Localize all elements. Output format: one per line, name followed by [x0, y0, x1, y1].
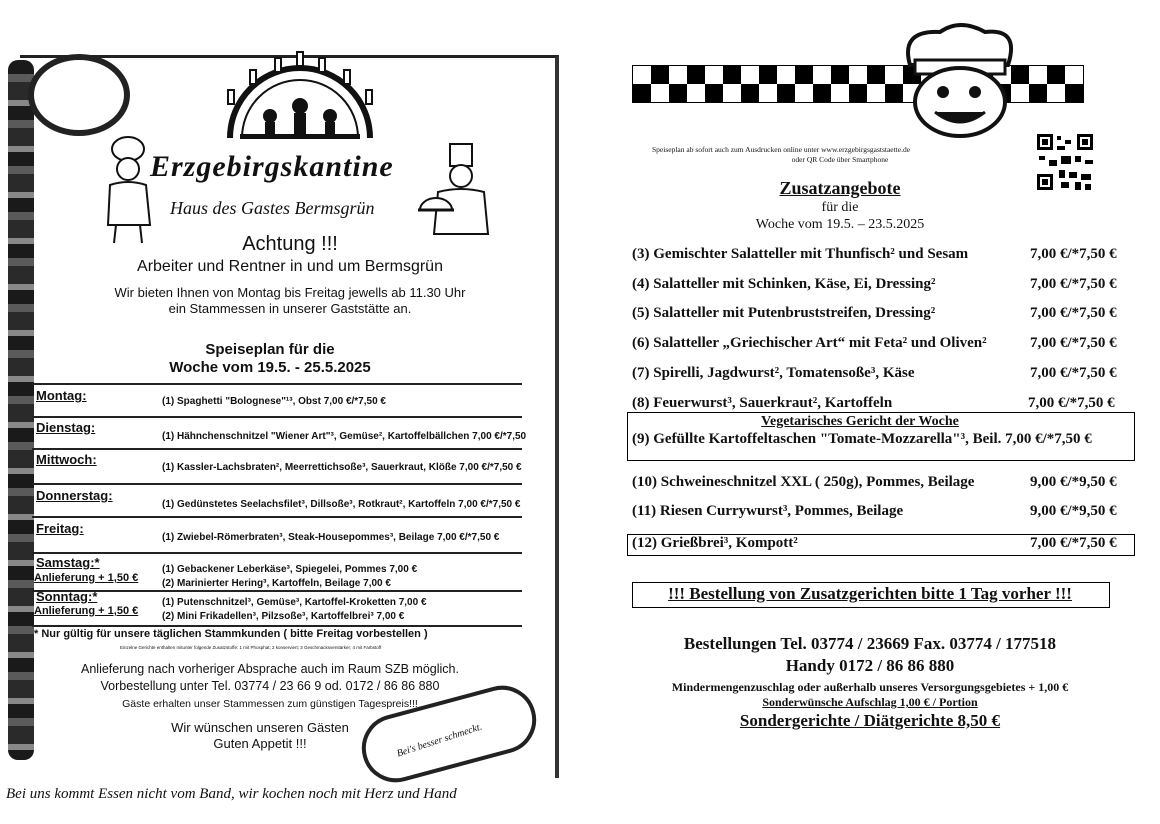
- menu-price-11: 9,00 €/*9,50 €: [1030, 503, 1117, 519]
- day-label-mittwoch: Mittwoch:: [36, 452, 97, 467]
- menu-item-3: (3) Gemischter Salatteller mit Thunfisch² und Sesam: [632, 246, 969, 262]
- menu-item-9: (9) Gefüllte Kartoffeltaschen "Tomate-Mozzarella"³, Beil. 7,00 €/*7,50 €: [632, 431, 1092, 447]
- menu-item-11: (11) Riesen Currywurst³, Pommes, Beilage: [632, 503, 904, 519]
- target-group-text: Arbeiter und Rentner in und um Bermsgrün: [137, 258, 443, 275]
- menu-price-5: 7,00 €/*7,50 €: [1030, 305, 1117, 321]
- phone-line: Bestellungen Tel. 03774 / 23669 Fax. 03774 / 177518: [683, 634, 1057, 653]
- day-dish-sonntag-1: (1) Putenschnitzel³, Gemüse³, Kartoffel-Kroketten 7,00 €: [162, 597, 427, 608]
- day-dish-donnerstag: (1) Gedünstetes Seelachsfilet³, Dillsoße³, Rotkraut², Kartoffeln 7,00 €/*7,50 €: [162, 499, 521, 510]
- divider: [32, 552, 522, 554]
- day-dish-montag: (1) Spaghetti "Bolognese"¹³, Obst 7,00 €/*7,50 €: [162, 396, 386, 407]
- menu-item-10: (10) Schweineschnitzel XXL ( 250g), Pommes, Beilage: [632, 474, 975, 490]
- menu-price-3: 7,00 €/*7,50 €: [1030, 246, 1117, 262]
- chef-head-icon: [880, 20, 1030, 140]
- online-line-1: Speiseplan ab sofort auch zum Ausdrucken online unter www.erzgebirgsgaststaette.de: [652, 145, 911, 154]
- day-label-freitag: Freitag:: [36, 521, 84, 536]
- right-page: [580, 0, 1160, 824]
- menu-item-5: (5) Salatteller mit Putenbruststreifen, Dressing²: [632, 305, 936, 321]
- diet-line: Sondergerichte / Diätgerichte 8,50 €: [739, 711, 1001, 730]
- day-dish-sonntag-2: (2) Mini Frikadellen³, Pilzsoße³, Kartoffelbrei³ 7,00 €: [162, 611, 405, 622]
- section-title: Zusatzangebote: [779, 178, 901, 198]
- menu-price-12: 7,00 €/*7,50 €: [1030, 535, 1117, 551]
- divider: [32, 590, 522, 592]
- day-dish-samstag-2: (2) Marinierter Hering³, Kartoffeln, Beilage 7,00 €: [162, 578, 391, 589]
- week-text: Woche vom 19.5. – 23.5.2025: [755, 217, 925, 232]
- menu-price-7: 7,00 €/*7,50 €: [1030, 365, 1117, 381]
- kantine-subtitle: Haus des Gastes Bermsgrün: [170, 198, 375, 218]
- wish-line-2: Guten Appetit !!!: [213, 736, 307, 751]
- achtung-heading: Achtung !!!: [242, 233, 338, 255]
- schwibbogen-icon: [220, 48, 380, 143]
- qr-code-icon: [1035, 132, 1095, 192]
- online-line-2: oder QR Code über Smartphone: [791, 155, 889, 164]
- min-surcharge-line: Mindermengenzuschlag oder außerhalb unseres Versorgungsgebietes + 1,00 €: [671, 680, 1069, 694]
- day-dish-freitag: (1) Zwiebel-Römerbraten³, Steak-Housepommes³, Beilage 7,00 €/*7,50 €: [162, 532, 500, 543]
- delivery-sonntag: Anlieferung + 1,50 €: [34, 605, 139, 617]
- scroll-curl-decoration: [28, 54, 130, 136]
- plan-title: Speiseplan für die: [205, 341, 335, 358]
- day-label-sonntag: Sonntag:*: [36, 589, 98, 604]
- menu-item-8: (8) Feuerwurst³, Sauerkraut², Kartoffeln: [632, 395, 893, 411]
- divider: [32, 483, 522, 485]
- plan-week: Woche vom 19.5. - 25.5.2025: [169, 359, 371, 376]
- day-dish-mittwoch: (1) Kassler-Lachsbraten², Meerrettichsoße³, Sauerkraut, Klöße 7,00 €/*7,50 €: [162, 462, 522, 473]
- divider: [32, 416, 522, 418]
- day-dish-samstag-1: (1) Gebackener Leberkäse³, Spiegelei, Pommes 7,00 €: [162, 564, 418, 575]
- day-label-samstag: Samstag:*: [36, 555, 100, 570]
- divider: [32, 625, 522, 627]
- guests-line: Gäste erhalten unser Stammessen zum günstigen Tagespreis!!!: [122, 698, 418, 710]
- intro-line-1: Wir bieten Ihnen von Montag bis Freitag jewells ab 11.30 Uhr: [114, 285, 466, 300]
- day-label-montag: Montag:: [36, 388, 87, 403]
- day-label-donnerstag: Donnerstag:: [36, 488, 113, 503]
- for-the-text: für die: [821, 200, 859, 215]
- divider: [32, 516, 522, 518]
- delivery-line-1: Anlieferung nach vorheriger Absprache auch im Raum SZB möglich.: [81, 662, 459, 676]
- scroll-text: Bei's besser schmeckt.: [395, 721, 484, 760]
- menu-price-4: 7,00 €/*7,50 €: [1030, 276, 1117, 292]
- special-line: Sonderwünsche Aufschlag 1,00 € / Portion: [762, 695, 978, 709]
- menu-price-8: 7,00 €/*7,50 €: [1028, 395, 1115, 411]
- divider: [32, 383, 522, 385]
- handy-line: Handy 0172 / 86 86 880: [785, 656, 955, 675]
- delivery-samstag: Anlieferung + 1,50 €: [34, 572, 139, 584]
- veg-title: Vegetarisches Gericht der Woche: [761, 414, 959, 429]
- stammkunden-note: * Nur gültig für unsere täglichen Stammkunden ( bitte Freitag vorbestellen ): [34, 628, 428, 640]
- intro-line-2: ein Stammessen in unserer Gaststätte an.: [168, 301, 412, 316]
- menu-item-6: (6) Salatteller „Griechischer Art“ mit Feta² und Oliven²: [632, 335, 987, 351]
- delivery-line-2: Vorbestellung unter Tel. 03774 / 23 66 9 od. 0172 / 86 86 880: [100, 679, 440, 693]
- kantine-title: Erzgebirgskantine: [150, 150, 394, 183]
- menu-item-12: (12) Grießbrei³, Kompott²: [632, 535, 798, 551]
- menu-price-10: 9,00 €/*9,50 €: [1030, 474, 1117, 490]
- menu-item-4: (4) Salatteller mit Schinken, Käse, Ei, Dressing²: [632, 276, 936, 292]
- wish-line-1: Wir wünschen unseren Gästen: [171, 720, 349, 735]
- slogan: Bei uns kommt Essen nicht vom Band, wir kochen noch mit Herz und Hand: [6, 786, 457, 802]
- divider: [32, 448, 522, 450]
- menu-price-6: 7,00 €/*7,50 €: [1030, 335, 1117, 351]
- allergen-note: Einzelne Gerichte enthalten mitunter folgende Zusatzstoffe: 1 mit Phosphat; 2 konserviert; 3 Geschmacksverstärker; 4 mit Farbstoff: [120, 645, 382, 650]
- menu-item-7: (7) Spirelli, Jagdwurst², Tomatensoße³, Käse: [632, 365, 915, 381]
- order-notice: !!! Bestellung von Zusatzgerichten bitte 1 Tag vorher !!!: [668, 584, 1072, 603]
- day-label-dienstag: Dienstag:: [36, 420, 96, 435]
- day-dish-dienstag: (1) Hähnchenschnitzel "Wiener Art"³, Gemüse², Kartoffelbällchen 7,00 €/*7,50: [162, 431, 527, 442]
